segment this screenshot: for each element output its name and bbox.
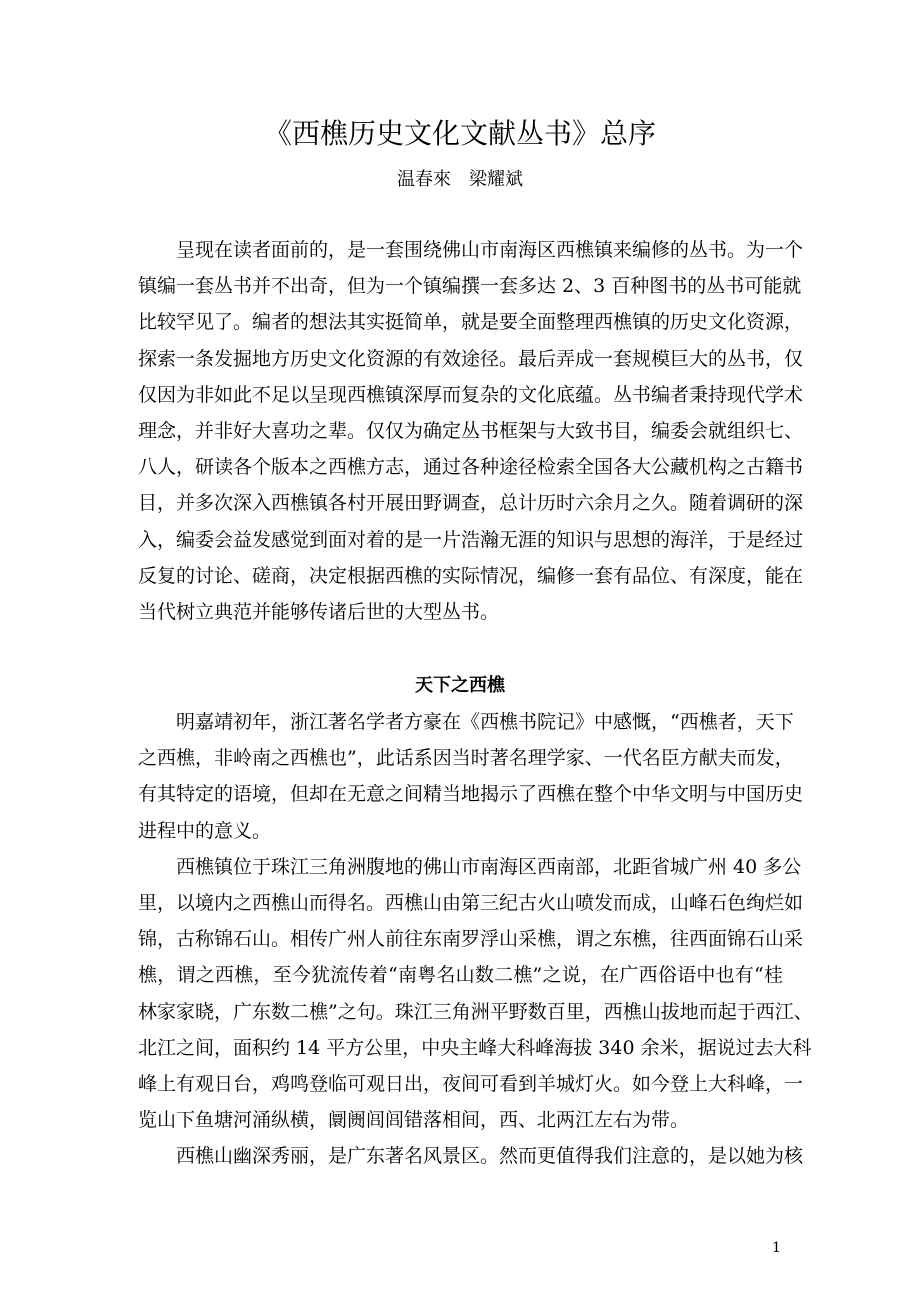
text-line: 仅因为非如此不足以呈现西樵镇深厚而复杂的文化底蕴。丛书编者秉持现代学术 <box>138 383 804 406</box>
text-line: 之西樵，非岭南之西樵也”，此话系因当时著名理学家、一代名臣方献夫而发， <box>138 747 794 770</box>
text-line: 探索一条发掘地方历史文化资源的有效途径。最后弄成一套规模巨大的丛书，仅 <box>138 347 804 370</box>
text-line: 反复的讨论、磋商，决定根据西樵的实际情况，编修一套有品位、有深度，能在 <box>138 564 804 587</box>
section-tianxia-zhi-xiqiao <box>138 704 813 1174</box>
document-authors: 温春來 梁耀斌 <box>397 169 523 190</box>
text-line: 有其特定的语境，但却在无意之间精当地揭示了西樵在整个中华文明与中国历史 <box>138 783 804 806</box>
text-line: 呈现在读者面前的，是一套围绕佛山市南海区西樵镇来编修的丛书。为一个 <box>176 239 804 261</box>
text-line: 西樵山幽深秀丽，是广东著名风景区。然而更值得我们注意的，是以她为核 <box>176 1145 804 1168</box>
paragraph <box>138 232 804 630</box>
text-line: 樵，谓之西樵，至今犹流传着“南粤名山数二樵”之说，在广西俗语中也有“桂 <box>138 964 783 987</box>
page-number: 1 <box>772 1240 781 1256</box>
text-line: 北江之间，面积约 14 平方公里，中央主峰大科峰海拔 340 余米，据说过去大科 <box>138 1036 812 1059</box>
text-line: 峰上有观日台，鸡鸣登临可观日出，夜间可看到羊城灯火。如今登上大科峰，一 <box>138 1072 804 1095</box>
text-line: 览山下鱼塘河涌纵横，阛阓闾闾错落相间，西、北两江左右为带。 <box>138 1109 690 1132</box>
text-line: 比较罕见了。编者的想法其实挺简单，就是要全面整理西樵镇的历史文化资源， <box>138 311 804 334</box>
text-line: 林家家晓，广东数二樵”之句。珠江三角洲平野数百里，西樵山拔地而起于西江、 <box>138 1000 813 1023</box>
text-line: 镇编一套丛书并不出奇，但为一个镇编撰一套多达 2、3 百种图书的丛书可能就 <box>138 275 802 298</box>
text-line: 里，以境内之西樵山而得名。西樵山由第三纪古火山喷发而成，山峰石色绚烂如 <box>138 891 804 914</box>
text-line: 锦，古称锦石山。相传广州人前往东南罗浮山采樵，谓之东樵，往西面锦石山采 <box>138 928 804 951</box>
text-line: 八人，研读各个版本之西樵方志，通过各种途径检索全国各大公藏机构之古籍书 <box>138 456 804 479</box>
section-heading: 天下之西樵 <box>415 675 505 696</box>
paragraph <box>138 1138 804 1174</box>
document-title: 《西樵历史文化文献丛书》总序 <box>263 117 656 150</box>
paragraph <box>138 849 813 1139</box>
text-line: 明嘉靖初年，浙江著名学者方豪在《西樵书院记》中感慨，“西樵者，天下 <box>176 711 794 733</box>
text-line: 当代树立典范并能够传诸后世的大型丛书。 <box>138 600 500 623</box>
paragraph <box>138 704 804 849</box>
text-line: 入，编委会益发感觉到面对着的是一片浩瀚无涯的知识与思想的海洋，于是经过 <box>138 528 804 551</box>
text-line: 目，并多次深入西樵镇各村开展田野调查，总计历时六余月之久。随着调研的深 <box>138 492 804 515</box>
text-line: 西樵镇位于珠江三角洲腹地的佛山市南海区西南部，北距省城广州 40 多公 <box>176 855 802 878</box>
section-intro <box>138 232 804 630</box>
text-line: 理念，并非好大喜功之辈。仅仅为确定丛书框架与大致书目，编委会就组织七、 <box>138 419 804 442</box>
text-line: 进程中的意义。 <box>138 819 272 842</box>
